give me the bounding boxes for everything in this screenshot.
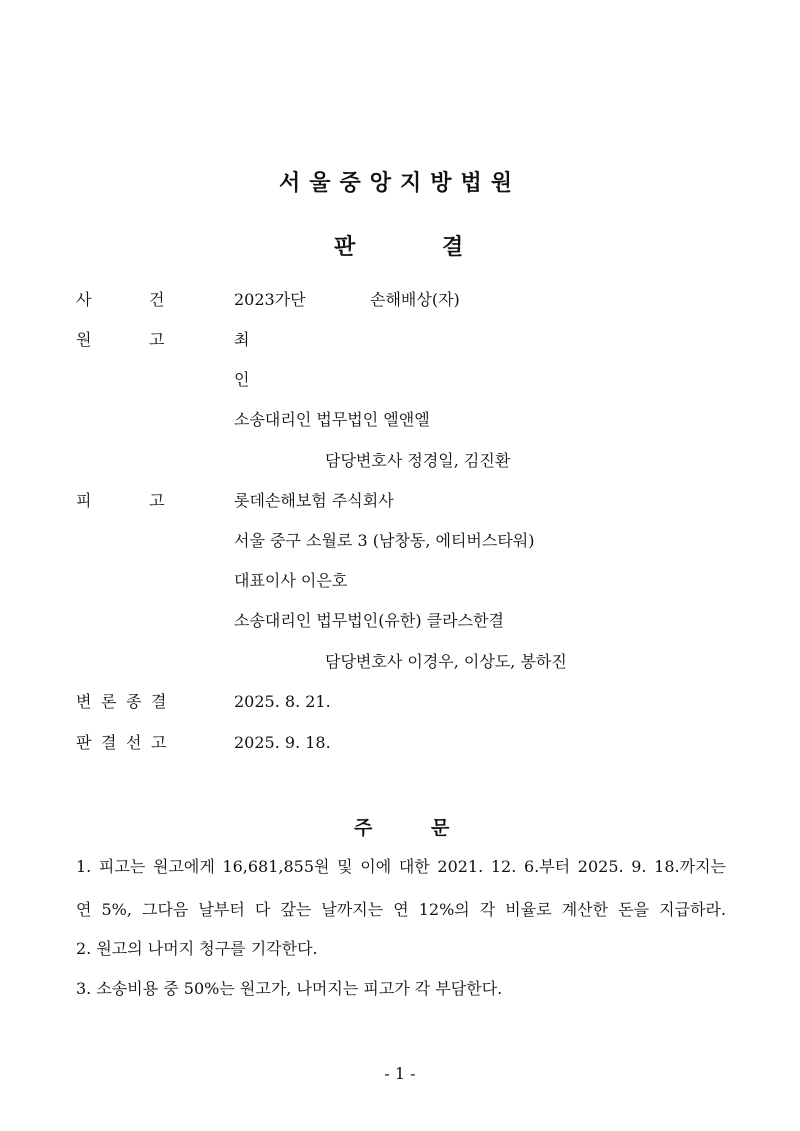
judgment-date-label-char: 선 xyxy=(126,733,142,752)
defendant-counsel-row xyxy=(0,609,800,633)
defendant-counsel: 소송대리인 법무법인(유한) 클라스한결 xyxy=(234,611,504,630)
closing-row xyxy=(0,690,800,714)
order-line-2: 연 5%, 그다음 날부터 다 갚는 날까지는 연 12%의 각 비율로 계산한 돈을 지급하라. xyxy=(76,900,726,919)
plaintiff-row xyxy=(0,368,800,392)
case-value xyxy=(234,288,460,312)
judgment-date-row xyxy=(0,731,800,755)
case-label-char: 건 xyxy=(149,290,165,309)
defendant-representative-row xyxy=(0,569,800,593)
order-title-char-1: 주 xyxy=(354,817,373,839)
order-line-3: 2. 원고의 나머지 청구를 기각한다. xyxy=(76,939,318,958)
defendant-representative: 대표이사 이은호 xyxy=(234,571,348,590)
case-label-char: 사 xyxy=(76,290,92,309)
defendant-label-char: 피 xyxy=(76,491,92,510)
plaintiff-row xyxy=(0,328,800,352)
plaintiff-counsel-row xyxy=(0,408,800,432)
order-title-char-2: 문 xyxy=(431,817,450,839)
case-row xyxy=(0,288,800,312)
closing-date: 2025. 8. 21. xyxy=(234,692,331,711)
plaintiff-name-1: 최 xyxy=(234,330,250,349)
plaintiff-attorneys: 담당변호사 정경일, 김진환 xyxy=(325,451,511,470)
document-title xyxy=(0,230,800,260)
defendant-address: 서울 중구 소월로 3 (남창동, 에티버스타워) xyxy=(234,531,535,550)
judgment-date-label-char: 결 xyxy=(101,733,117,752)
judgment-date-label-char: 고 xyxy=(151,733,167,752)
defendant-row xyxy=(0,489,800,513)
plaintiff-name-2: 인 xyxy=(234,370,250,389)
page-number: - 1 - xyxy=(384,1064,416,1083)
closing-label-char: 결 xyxy=(151,692,167,711)
case-number: 2023가단 xyxy=(234,290,306,309)
order-line-4: 3. 소송비용 중 50%는 원고가, 나머지는 피고가 각 부담한다. xyxy=(76,979,503,998)
closing-label-char: 변 xyxy=(76,692,92,711)
defendant-name: 롯데손해보험 주식회사 xyxy=(234,491,394,510)
order-title xyxy=(0,813,800,841)
defendant-label-char: 고 xyxy=(149,491,165,510)
plaintiff-attorneys-row xyxy=(0,449,800,473)
plaintiff-counsel: 소송대리인 법무법인 엘앤엘 xyxy=(234,410,430,429)
case-name: 손해배상(자) xyxy=(370,290,460,309)
closing-label-char: 종 xyxy=(126,692,142,711)
judgment-date: 2025. 9. 18. xyxy=(234,733,331,752)
judgment-date-label-char: 판 xyxy=(76,733,92,752)
title-char-1: 판 xyxy=(334,235,356,260)
closing-label-char: 론 xyxy=(101,692,117,711)
plaintiff-label-char: 고 xyxy=(149,330,165,349)
order-line-1: 1. 피고는 원고에게 16,681,855원 및 이에 대한 2021. 12. 6.부터 2025. 9. 18.까지는 xyxy=(76,857,726,876)
defendant-attorneys: 담당변호사 이경우, 이상도, 봉하진 xyxy=(325,652,567,671)
plaintiff-label-char: 원 xyxy=(76,330,92,349)
defendant-address-row xyxy=(0,529,800,553)
defendant-attorneys-row xyxy=(0,650,800,674)
court-name: 서울중앙지방법원 xyxy=(278,171,522,196)
title-char-2: 결 xyxy=(442,235,464,260)
